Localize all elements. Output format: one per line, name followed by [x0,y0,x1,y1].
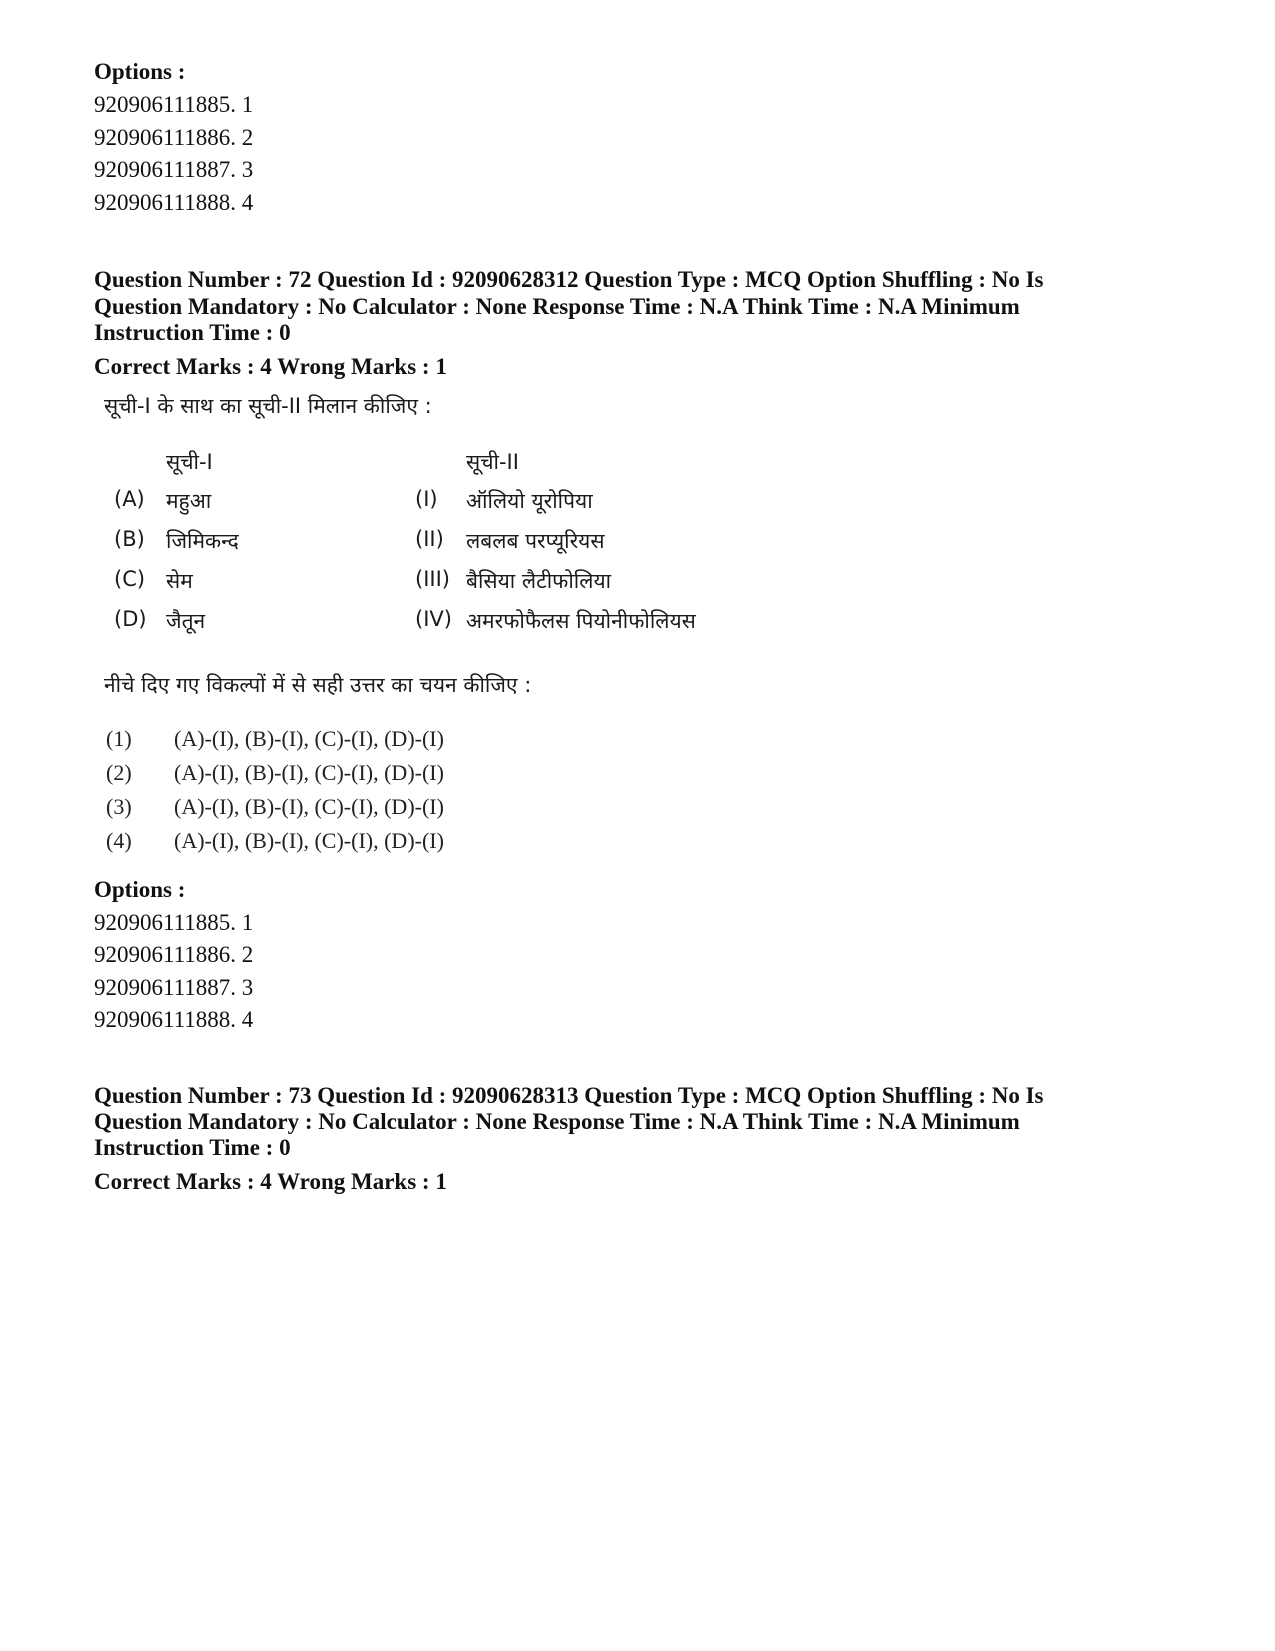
option-item: 920906111885. 1 [94,910,254,935]
list2-label: (III) [415,567,450,591]
list2-item: ऑलियो यूरोपिया [466,489,593,513]
choice-text: (A)-(I), (B)-(I), (C)-(I), (D)-(I) [174,760,444,785]
option-item: 920906111886. 2 [94,125,254,150]
list2-item: अमरफोफैलस पियोनीफोलियस [466,609,696,633]
list1-label: (C) [114,567,146,591]
question-meta-line: Question Mandatory : No Calculator : None Response Time : N.A Think Time : N.A Minimum [94,294,1020,319]
list1-label: (A) [114,487,145,511]
options-heading: Options : [94,59,186,84]
choose-instruction: नीचे दिए गए विकल्पों में से सही उत्तर का चयन कीजिए : [104,673,532,697]
choice-text: (A)-(I), (B)-(I), (C)-(I), (D)-(I) [174,828,444,853]
option-item: 920906111887. 3 [94,157,254,182]
option-item: 920906111888. 4 [94,190,254,215]
list1-label: (D) [114,607,147,631]
list2-item: बैसिया लैटीफोलिया [466,569,612,593]
question-meta-line: Question Number : 73 Question Id : 92090628313 Question Type : MCQ Option Shuffling : No Is [94,1083,1044,1108]
list1-item: जिमिकन्द [166,529,239,553]
list1-item: महुआ [166,489,212,513]
list1-item: सेम [166,569,193,593]
list2-item: लबलब परप्यूरियस [466,529,605,553]
list2-label: (II) [415,527,444,551]
question-prompt: सूची-I के साथ का सूची-II मिलान कीजिए : [104,394,432,418]
choice-number: (1) [106,726,132,751]
choice-text: (A)-(I), (B)-(I), (C)-(I), (D)-(I) [174,794,444,819]
list2-header: सूची-II [466,450,519,474]
choice-number: (4) [106,828,132,853]
question-meta-line: Question Number : 72 Question Id : 92090628312 Question Type : MCQ Option Shuffling : No Is [94,267,1044,292]
option-item: 920906111886. 2 [94,942,254,967]
option-item: 920906111887. 3 [94,975,254,1000]
list1-header: सूची-I [166,450,213,474]
list1-item: जैतून [166,609,206,633]
question-meta-line: Instruction Time : 0 [94,320,291,345]
choice-number: (2) [106,760,132,785]
choice-number: (3) [106,794,132,819]
question-meta-line: Instruction Time : 0 [94,1135,291,1160]
option-item: 920906111888. 4 [94,1007,254,1032]
question-marks: Correct Marks : 4 Wrong Marks : 1 [94,354,447,379]
choice-text: (A)-(I), (B)-(I), (C)-(I), (D)-(I) [174,726,444,751]
list2-label: (I) [415,487,438,511]
option-item: 920906111885. 1 [94,92,254,117]
list2-label: (IV) [415,607,452,631]
options-heading: Options : [94,877,186,902]
question-meta-line: Question Mandatory : No Calculator : None Response Time : N.A Think Time : N.A Minimum [94,1109,1020,1134]
question-marks: Correct Marks : 4 Wrong Marks : 1 [94,1169,447,1194]
list1-label: (B) [114,527,145,551]
